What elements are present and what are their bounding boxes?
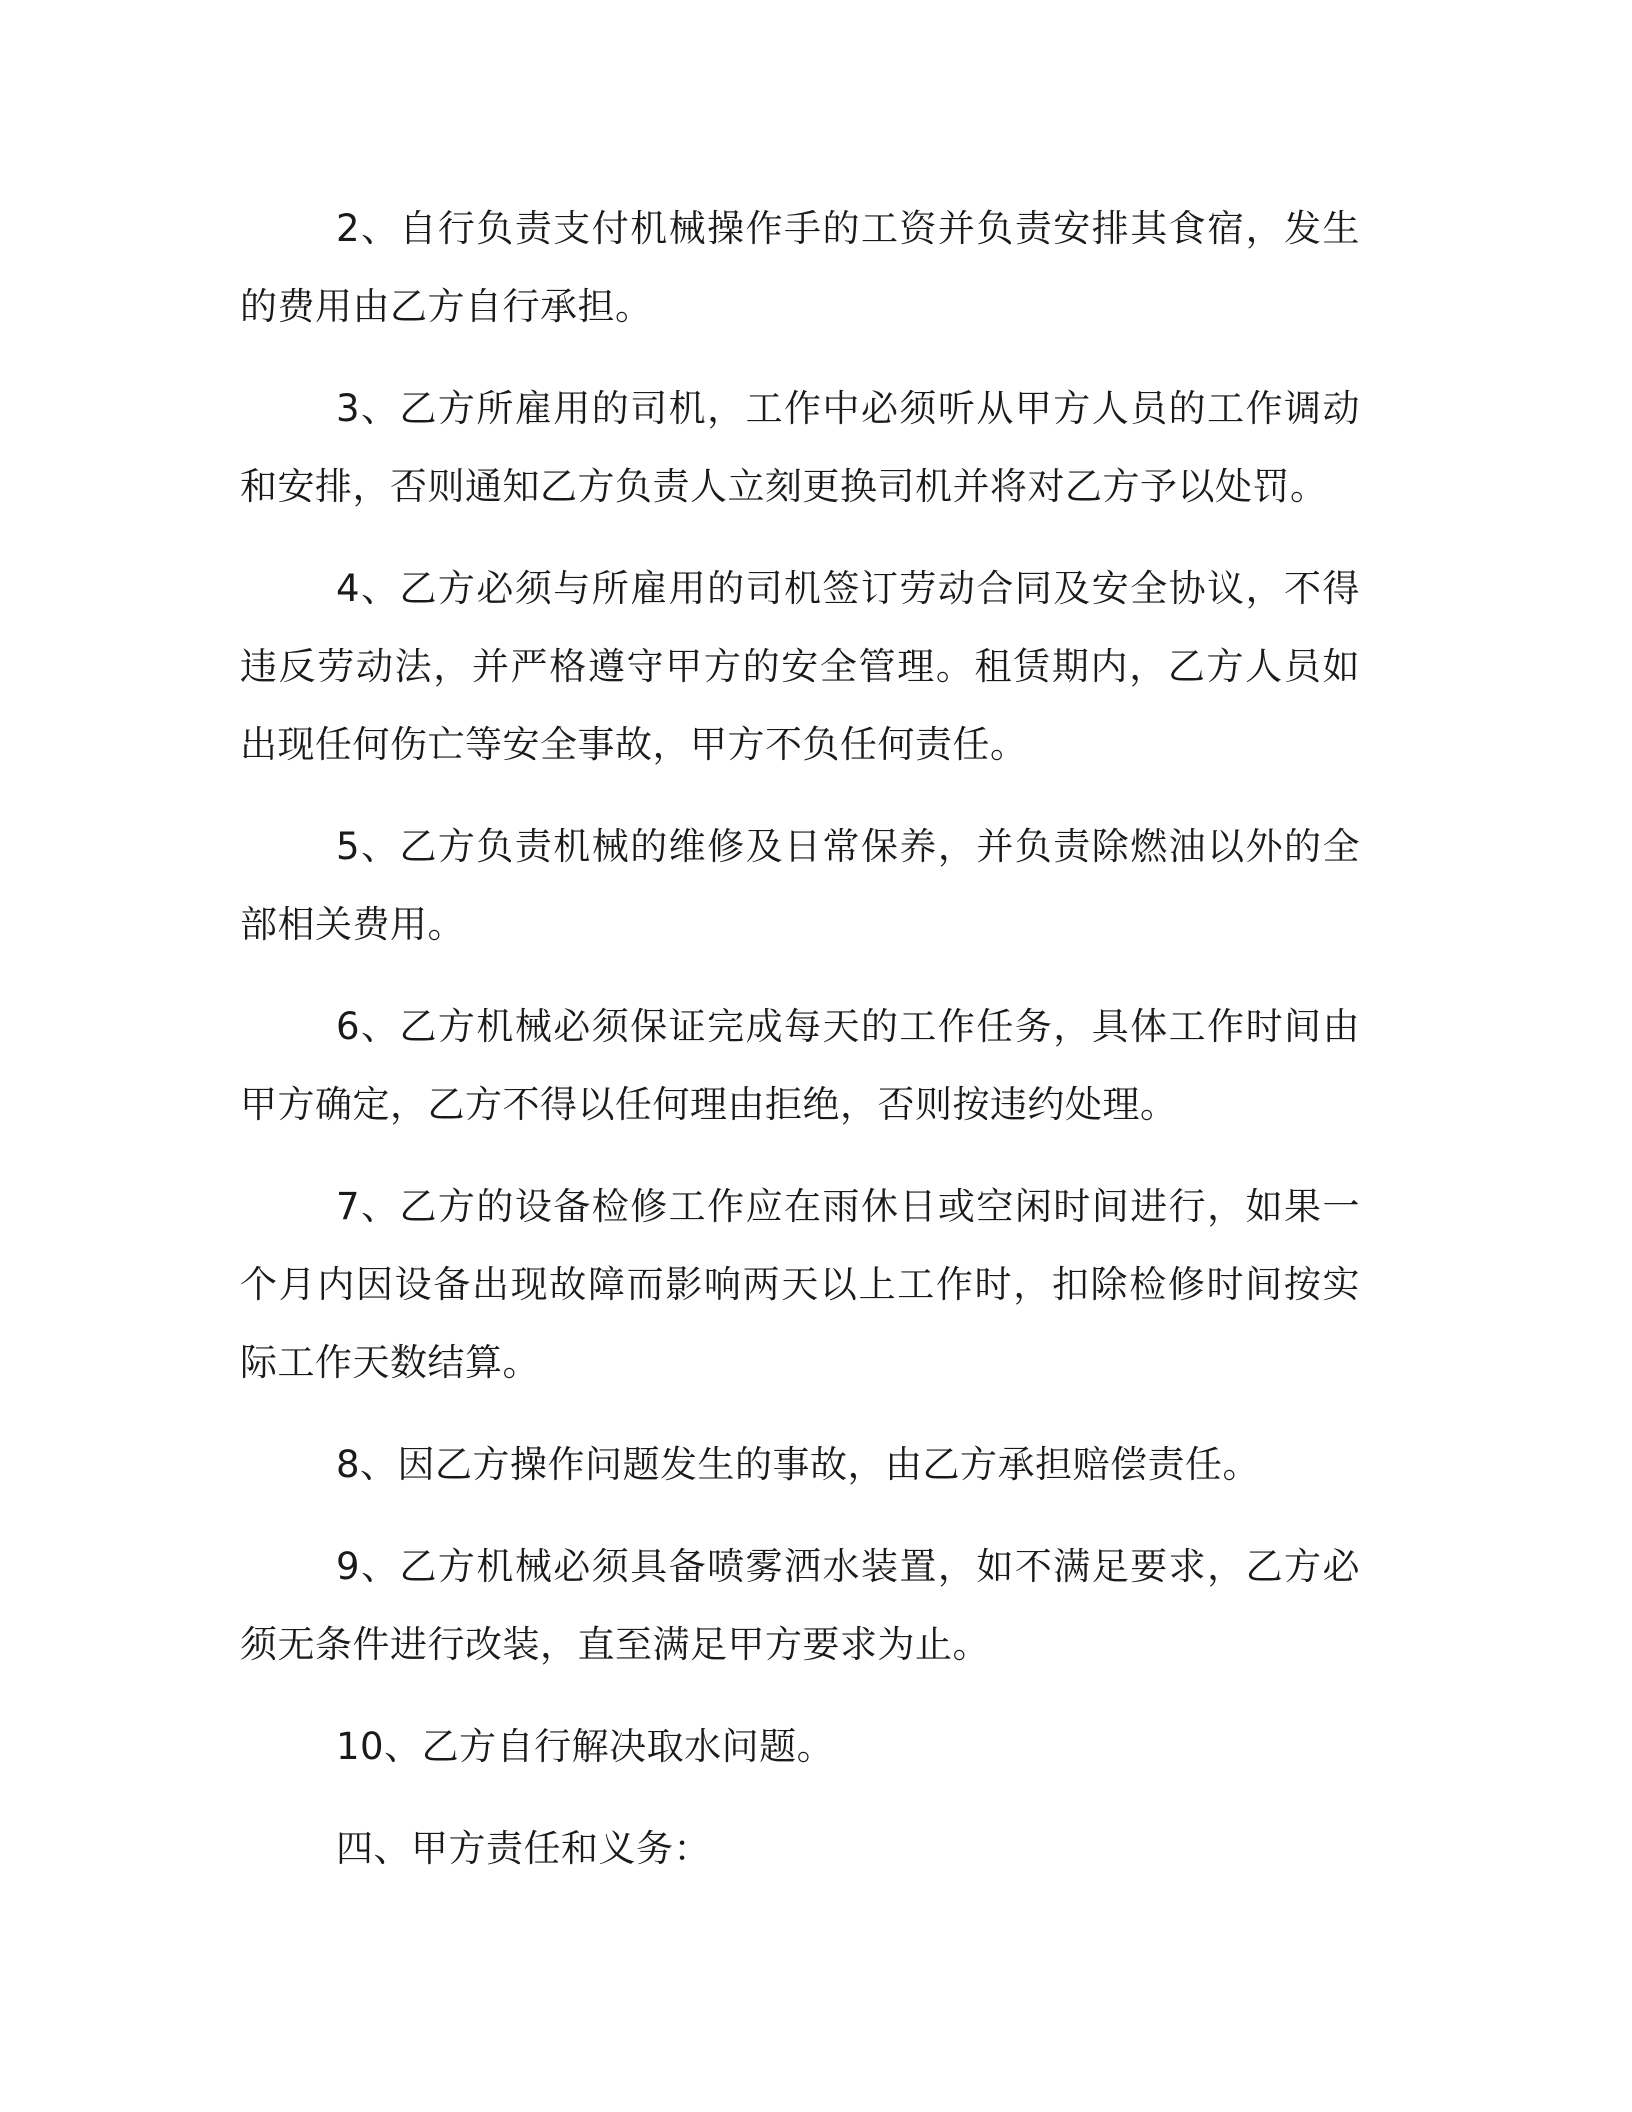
document-body <box>240 190 1360 1912</box>
paragraph-item-8: 8、因乙方操作问题发生的事故，由乙方承担赔偿责任。 <box>336 1443 1261 1486</box>
paragraph-item-4: 4、乙方必须与所雇用的司机签订劳动合同及安全协议，不得违反劳动法，并严格遵守甲方的安全管理。租赁期内，乙方人员如出现任何伤亡等安全事故，甲方不负任何责任。 <box>240 567 1360 766</box>
section-heading: 四、甲方责任和义务： <box>336 1827 711 1870</box>
paragraph-item-2: 2、自行负责支付机械操作手的工资并负责安排其食宿，发生的费用由乙方自行承担。 <box>240 207 1360 328</box>
paragraph-item-3: 3、乙方所雇用的司机，工作中必须听从甲方人员的工作调动和安排，否则通知乙方负责人立刻更换司机并将对乙方予以处罚。 <box>240 387 1360 508</box>
paragraph-item-5: 5、乙方负责机械的维修及日常保养，并负责除燃油以外的全部相关费用。 <box>240 825 1360 946</box>
paragraph-item-10: 10、乙方自行解决取水问题。 <box>336 1725 835 1768</box>
paragraph-item-9: 9、乙方机械必须具备喷雾洒水装置，如不满足要求，乙方必须无条件进行改装，直至满足甲方要求为止。 <box>240 1545 1360 1666</box>
paragraph-item-6: 6、乙方机械必须保证完成每天的工作任务，具体工作时间由甲方确定，乙方不得以任何理由拒绝，否则按违约处理。 <box>240 1005 1360 1126</box>
paragraph-item-7: 7、乙方的设备检修工作应在雨休日或空闲时间进行，如果一个月内因设备出现故障而影响两天以上工作时，扣除检修时间按实际工作天数结算。 <box>240 1185 1360 1384</box>
